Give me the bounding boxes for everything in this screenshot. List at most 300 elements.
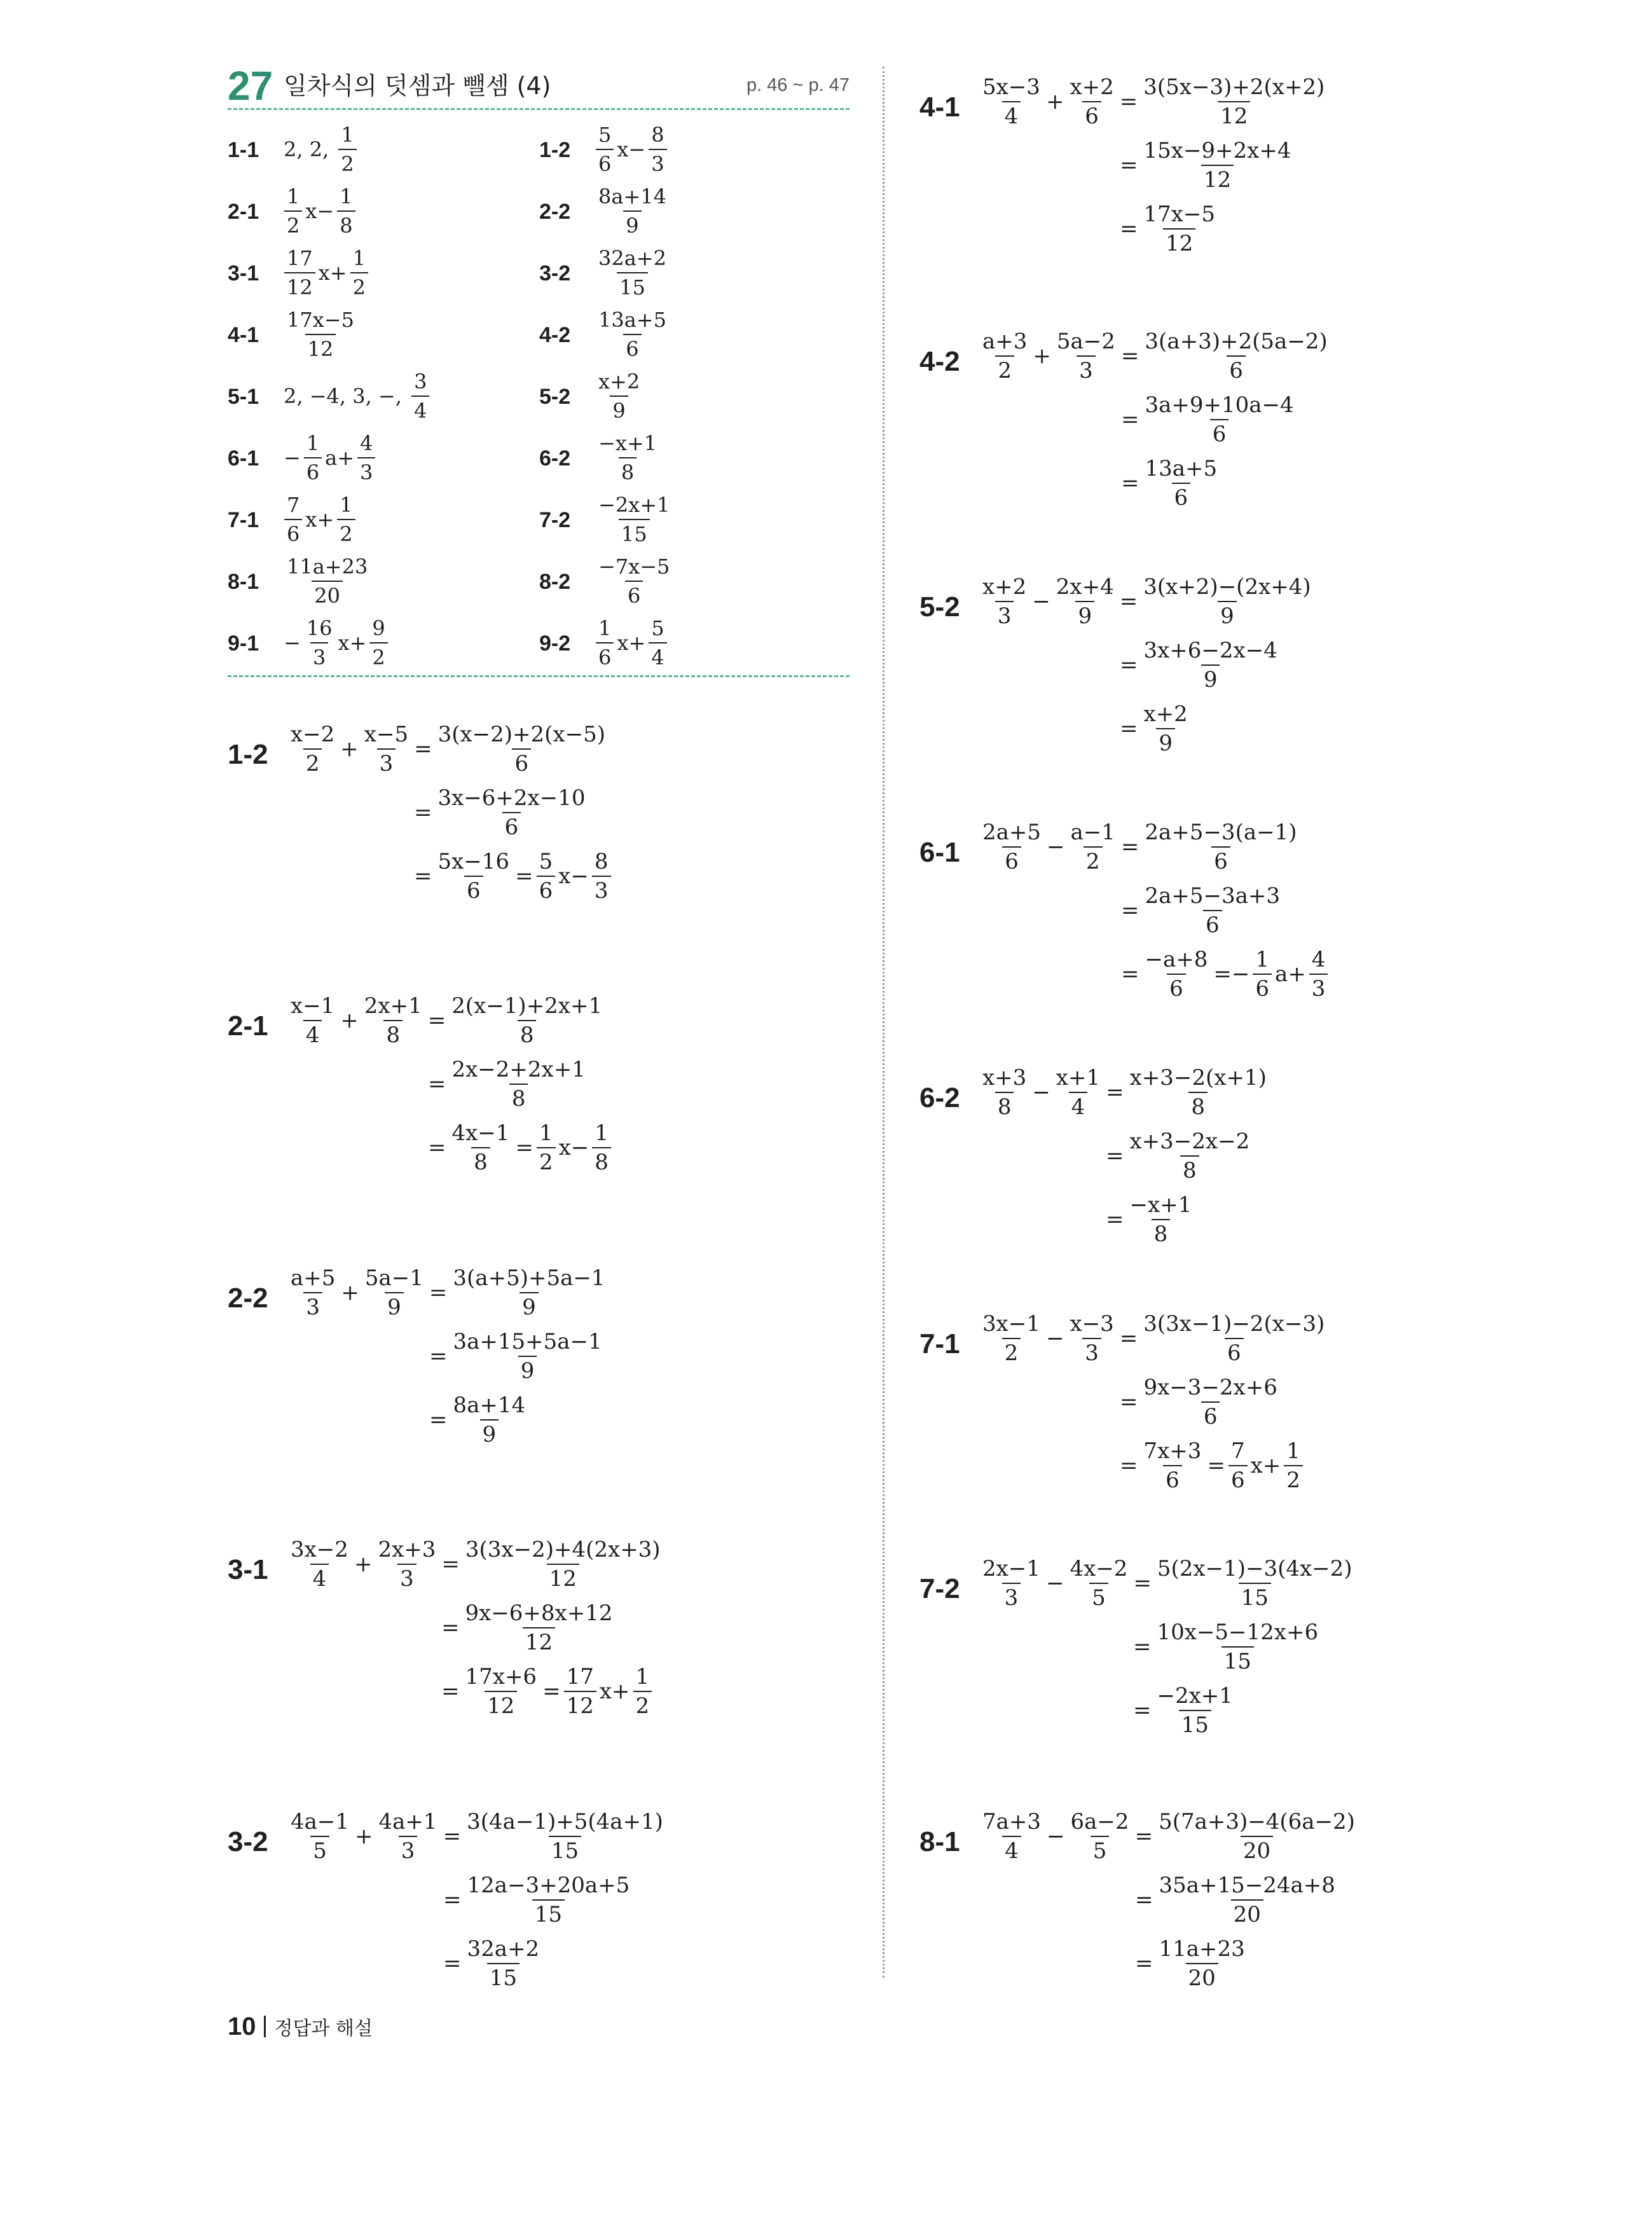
numerator: 3x−2: [291, 1537, 348, 1562]
solution-label: 8-1: [919, 1826, 960, 1857]
fraction: [362, 995, 425, 1047]
fraction: [1284, 1440, 1303, 1492]
math-text: −: [1045, 1326, 1064, 1351]
fraction: [633, 1665, 652, 1717]
solution-line: [428, 1325, 607, 1388]
denominator: 3: [357, 457, 375, 484]
numerator: x+2: [1143, 701, 1188, 727]
math-text: x+: [1250, 1453, 1281, 1478]
denominator: 15: [1239, 1583, 1271, 1609]
denominator: 5: [1089, 1583, 1108, 1609]
math-text: =: [515, 1135, 533, 1160]
solution-line: [978, 1805, 1359, 1868]
fraction: [288, 995, 337, 1047]
math-text: =: [429, 1280, 448, 1305]
denominator: 20: [1241, 1836, 1273, 1862]
answer-value: [282, 182, 357, 240]
fraction: [1157, 1937, 1248, 1990]
numerator: 1: [340, 184, 353, 209]
numerator: 1: [1286, 1438, 1300, 1464]
math-text: x+: [305, 507, 334, 532]
answer-value: [594, 429, 661, 486]
math-text: =: [429, 1407, 448, 1433]
answer-item: [539, 614, 844, 671]
math-text: =: [515, 864, 533, 889]
answer-item: [539, 121, 844, 178]
fraction: [980, 330, 1029, 382]
answer-item: [228, 491, 533, 548]
section-header: [228, 64, 850, 108]
fraction: [1143, 884, 1283, 937]
solution-line: [1120, 388, 1298, 451]
numerator: 1: [598, 616, 612, 640]
answer-item: [228, 429, 533, 486]
denominator: 8: [509, 1084, 528, 1110]
numerator: x+3: [982, 1065, 1027, 1091]
denominator: 8: [1152, 1219, 1171, 1246]
math-text: =: [1120, 216, 1138, 242]
answer-item: [539, 244, 844, 301]
denominator: 6: [1163, 1465, 1182, 1492]
fraction: [304, 432, 322, 484]
solution-line: [1119, 197, 1220, 261]
solution-line: [427, 1116, 613, 1180]
fraction: [1142, 330, 1330, 382]
solution-line: [1132, 1615, 1323, 1679]
solution-line: [442, 1868, 634, 1932]
solution-line: [413, 844, 613, 908]
numerator: 35a+15−24a+8: [1159, 1873, 1335, 1898]
solution-line: [428, 1388, 530, 1452]
numerator: a−1: [1070, 820, 1115, 845]
denominator: 15: [549, 1836, 581, 1862]
answer-item: [228, 368, 533, 425]
fraction: [1141, 203, 1218, 255]
numerator: 3x+6−2x−4: [1143, 638, 1277, 663]
fraction: [596, 555, 672, 607]
math-text: =: [414, 736, 432, 762]
answer-value: [594, 306, 671, 363]
solution-line: [1119, 633, 1282, 697]
numerator: 5x−16: [437, 849, 510, 874]
math-text: =: [428, 1071, 446, 1097]
solution-line: [978, 1552, 1357, 1615]
solution-line: [1134, 1932, 1249, 1995]
denominator: 4: [1002, 101, 1021, 128]
denominator: 15: [619, 519, 650, 546]
fraction: [288, 1267, 338, 1319]
denominator: 2: [284, 210, 302, 237]
math-text: =: [1120, 652, 1138, 678]
denominator: 12: [485, 1691, 517, 1717]
math-text: x+: [338, 631, 367, 655]
fraction: [596, 185, 669, 237]
denominator: 12: [547, 1564, 579, 1590]
denominator: 9: [1218, 601, 1237, 628]
denominator: 8: [1180, 1155, 1199, 1182]
solution-line: [978, 1307, 1329, 1370]
numerator: x+1: [1056, 1065, 1101, 1091]
answer-item: [228, 553, 533, 610]
solution-line: [1120, 451, 1222, 515]
numerator: −2x+1: [598, 493, 670, 517]
numerator: 5: [539, 849, 553, 874]
numerator: 1: [287, 184, 300, 209]
solution-line: [1105, 1188, 1196, 1251]
answer-value: [282, 553, 372, 610]
numerator: 13a+5: [1145, 456, 1218, 481]
solution-line: [978, 70, 1329, 134]
denominator: 12: [284, 272, 315, 299]
answer-item: [228, 244, 533, 301]
fraction: [451, 1394, 528, 1446]
numerator: 9x−6+8x+12: [465, 1600, 613, 1626]
fraction: [284, 493, 302, 546]
answer-label: 3-2: [539, 261, 571, 286]
numerator: 2x+3: [378, 1537, 436, 1562]
solution-line: [286, 717, 610, 781]
denominator: 9: [385, 1292, 404, 1319]
fraction: [1127, 1130, 1253, 1182]
fraction: [1127, 1194, 1195, 1246]
math-text: +: [1033, 343, 1051, 369]
denominator: 20: [312, 581, 343, 607]
fraction: [1067, 1312, 1116, 1365]
footer-text: 정답과 해설: [274, 2018, 373, 2040]
fraction: [1067, 76, 1116, 128]
fraction: [1054, 330, 1118, 382]
denominator: 6: [623, 334, 641, 361]
numerator: 15x−9+2x+4: [1143, 138, 1291, 163]
denominator: 12: [523, 1627, 555, 1654]
numerator: 8: [594, 849, 609, 874]
numerator: 3(3x−1)−2(x−3): [1143, 1311, 1325, 1337]
fraction: [980, 76, 1043, 128]
fraction: [1143, 394, 1297, 446]
denominator: 9: [520, 1292, 539, 1319]
math-text: =: [1121, 898, 1139, 923]
answer-value: [282, 121, 359, 178]
denominator: 9: [1156, 728, 1175, 755]
solution-label: 6-1: [919, 837, 960, 868]
math-text: +: [340, 736, 359, 762]
numerator: 3(x+2)−(2x+4): [1143, 574, 1311, 600]
math-text: x+: [318, 261, 347, 285]
answer-item: [539, 491, 844, 548]
solution-line: [413, 781, 589, 844]
denominator: 2: [369, 642, 387, 669]
fraction: [537, 1122, 556, 1174]
answer-item: [539, 368, 844, 425]
fraction: [350, 247, 368, 299]
fraction: [436, 850, 513, 902]
fraction: [1141, 1376, 1280, 1428]
answer-label: 3-1: [228, 261, 259, 286]
numerator: 1: [340, 493, 353, 517]
solution-label: 7-2: [919, 1573, 960, 1604]
fraction: [596, 308, 669, 361]
fraction: [1054, 1066, 1103, 1118]
denominator: 6: [1172, 483, 1191, 509]
denominator: 4: [1069, 1092, 1088, 1118]
numerator: 17x+6: [465, 1664, 537, 1690]
fraction: [1141, 639, 1280, 691]
fraction: [411, 370, 429, 422]
answer-label: 4-2: [539, 323, 571, 347]
denominator: 6: [1167, 974, 1186, 1000]
math-text: +: [340, 1008, 359, 1033]
denominator: 6: [1253, 974, 1272, 1000]
solution-label: 7-1: [919, 1328, 960, 1359]
fraction: [596, 247, 669, 299]
fraction: [362, 723, 411, 775]
fraction: [1229, 1440, 1248, 1492]
math-text: =: [1120, 834, 1139, 860]
denominator: 2: [1084, 846, 1103, 873]
fraction: [564, 1665, 596, 1717]
solution-label: 6-2: [919, 1082, 960, 1113]
numerator: 17x−5: [287, 308, 354, 332]
numerator: 5: [598, 123, 612, 147]
denominator: 3: [1309, 974, 1328, 1000]
numerator: 12a−3+20a+5: [467, 1873, 630, 1898]
numerator: 3(a+5)+5a−1: [453, 1265, 605, 1291]
numerator: 6a−2: [1070, 1809, 1129, 1834]
solution-label: 3-2: [228, 1826, 268, 1857]
solution-line: [427, 1052, 590, 1116]
fraction: [337, 185, 355, 237]
solution-line: [1119, 1370, 1282, 1434]
fraction: [450, 1058, 588, 1110]
denominator: 9: [1201, 664, 1220, 691]
math-text: a+: [1275, 961, 1306, 987]
denominator: 6: [537, 876, 556, 902]
fraction: [451, 1330, 605, 1382]
denominator: 6: [1203, 910, 1222, 937]
answer-label: 5-1: [228, 385, 259, 409]
answer-item: [228, 306, 533, 363]
numerator: 5a−1: [364, 1265, 423, 1291]
solution-line: [978, 815, 1301, 879]
fraction: [1155, 1684, 1236, 1737]
fraction: [1155, 1621, 1321, 1673]
math-text: =: [1135, 1951, 1153, 1976]
fraction: [450, 1267, 607, 1319]
fraction: [649, 123, 666, 176]
fraction: [284, 247, 315, 299]
answer-label: 5-2: [539, 385, 571, 409]
math-text: +: [354, 1552, 373, 1577]
denominator: 8: [592, 1147, 611, 1174]
answer-label: 6-2: [539, 446, 571, 471]
fraction: [1141, 1312, 1327, 1365]
solution-label: 5-2: [919, 591, 960, 623]
denominator: 8: [337, 210, 355, 237]
fraction: [338, 123, 356, 176]
denominator: 9: [518, 1356, 537, 1382]
denominator: 2: [350, 272, 368, 299]
denominator: 15: [1222, 1646, 1254, 1673]
denominator: 6: [1225, 1338, 1244, 1365]
numerator: 11a+23: [287, 554, 368, 579]
fraction: [284, 555, 370, 607]
denominator: 3: [592, 876, 611, 902]
numerator: 3(x−2)+2(x−5): [437, 722, 605, 747]
fraction: [1141, 76, 1327, 128]
denominator: 6: [1211, 846, 1230, 873]
answer-value: [282, 368, 431, 425]
denominator: 15: [1179, 1710, 1211, 1737]
denominator: 8: [619, 457, 637, 484]
numerator: 4: [360, 431, 373, 455]
math-text: =: [428, 1135, 446, 1160]
answer-item: [228, 614, 533, 671]
answer-label: 9-2: [539, 631, 571, 656]
denominator: 9: [1075, 601, 1094, 628]
math-text: =: [1120, 716, 1138, 741]
numerator: 4x−2: [1070, 1556, 1128, 1581]
fraction: [980, 1312, 1043, 1365]
fraction: [1309, 948, 1328, 1000]
math-text: =: [1134, 1824, 1153, 1849]
math-text: =: [1106, 1207, 1124, 1232]
numerator: x+2: [598, 369, 640, 394]
math-text: =: [427, 1008, 446, 1033]
math-text: =: [1119, 589, 1138, 614]
denominator: 6: [625, 581, 643, 607]
fraction: [649, 617, 666, 669]
numerator: 2a+5: [982, 820, 1042, 845]
fraction: [304, 617, 335, 669]
numerator: 17: [287, 246, 313, 270]
math-text: −: [1045, 1571, 1064, 1596]
denominator: 2: [1002, 1338, 1021, 1365]
solution-line: [978, 1061, 1271, 1124]
denominator: 6: [1210, 419, 1229, 446]
denominator: 2: [633, 1691, 652, 1717]
denominator: 4: [310, 1564, 329, 1590]
denominator: 12: [1201, 165, 1234, 191]
denominator: 2: [338, 149, 356, 176]
denominator: 12: [564, 1691, 596, 1717]
denominator: 6: [1227, 355, 1246, 382]
solution-block: [919, 324, 1619, 528]
fraction: [596, 493, 672, 546]
solution-label: 4-2: [919, 346, 960, 377]
solution-line: [1120, 879, 1284, 942]
math-text: +: [355, 1824, 373, 1849]
numerator: −x+1: [598, 431, 657, 455]
numerator: x+3−2x−2: [1129, 1129, 1250, 1154]
numerator: 3a+15+5a−1: [453, 1329, 602, 1354]
solution-line: [1119, 1434, 1305, 1497]
denominator: 3: [303, 1292, 322, 1319]
numerator: a+3: [982, 329, 1028, 354]
denominator: 5: [1091, 1836, 1110, 1862]
solution-line: [440, 1660, 654, 1723]
footer-separator: [264, 2016, 266, 2037]
denominator: 12: [1163, 228, 1195, 255]
numerator: −x+1: [1129, 1192, 1192, 1218]
fraction: [369, 617, 387, 669]
math-text: =: [1120, 153, 1138, 178]
denominator: 3: [649, 149, 666, 176]
math-text: 2, −4, 3, −,: [284, 384, 409, 408]
numerator: 17x−5: [1143, 202, 1216, 227]
denominator: 20: [1186, 1963, 1218, 1990]
fraction: [288, 723, 337, 775]
denominator: 3: [399, 1836, 418, 1862]
solution-line: [1119, 134, 1295, 197]
denominator: 2: [537, 1147, 556, 1174]
math-text: +: [341, 1280, 359, 1305]
numerator: 3(3x−2)+4(2x+3): [465, 1537, 661, 1562]
solution-block: [919, 70, 1619, 273]
denominator: 3: [397, 1564, 416, 1590]
fraction: [375, 1538, 438, 1590]
numerator: −2x+1: [1157, 1683, 1233, 1709]
fraction: [1157, 1874, 1338, 1926]
numerator: 5a−2: [1056, 329, 1115, 354]
math-text: =: [1120, 1453, 1138, 1478]
answer-label: 1-2: [539, 138, 571, 162]
denominator: 9: [623, 210, 641, 237]
denominator: 4: [649, 642, 666, 669]
math-text: =: [441, 1615, 460, 1641]
answer-value: [282, 614, 390, 671]
numerator: 2(x−1)+2x+1: [451, 993, 603, 1019]
denominator: 15: [487, 1963, 520, 1990]
numerator: 32a+2: [467, 1936, 540, 1962]
fraction: [436, 723, 608, 775]
numerator: a+5: [291, 1265, 336, 1291]
math-text: −: [284, 446, 301, 470]
denominator: 3: [995, 601, 1014, 628]
numerator: 1: [306, 431, 320, 455]
answers-divider: [228, 675, 850, 677]
answer-value: [594, 244, 671, 301]
solution-line: [1119, 697, 1192, 761]
numerator: 9: [372, 616, 385, 640]
denominator: 2: [1284, 1465, 1303, 1492]
numerator: 1: [1255, 947, 1270, 972]
fraction: [357, 432, 375, 484]
numerator: 1: [635, 1664, 650, 1690]
fraction: [596, 432, 659, 484]
numerator: 5(7a+3)−4(6a−2): [1159, 1809, 1355, 1834]
numerator: 5: [651, 616, 664, 640]
denominator: 4: [303, 1020, 322, 1047]
denominator: 4: [411, 396, 429, 422]
math-text: =: [1120, 1389, 1138, 1415]
denominator: 6: [502, 812, 521, 839]
math-text: x+: [599, 1679, 630, 1704]
math-text: =: [443, 1824, 462, 1849]
numerator: 3(5x−3)+2(x+2): [1143, 74, 1325, 100]
answer-item: [539, 306, 844, 363]
fraction: [284, 308, 357, 361]
answer-value: [594, 491, 674, 548]
answer-label: 8-2: [539, 570, 571, 594]
fraction: [337, 493, 355, 546]
math-text: +: [1045, 89, 1064, 114]
denominator: 6: [1002, 846, 1021, 873]
numerator: 32a+2: [598, 246, 666, 270]
math-text: =: [441, 1679, 460, 1704]
answer-value: [594, 614, 669, 671]
fraction: [980, 1810, 1043, 1862]
math-text: =: [429, 1344, 448, 1369]
